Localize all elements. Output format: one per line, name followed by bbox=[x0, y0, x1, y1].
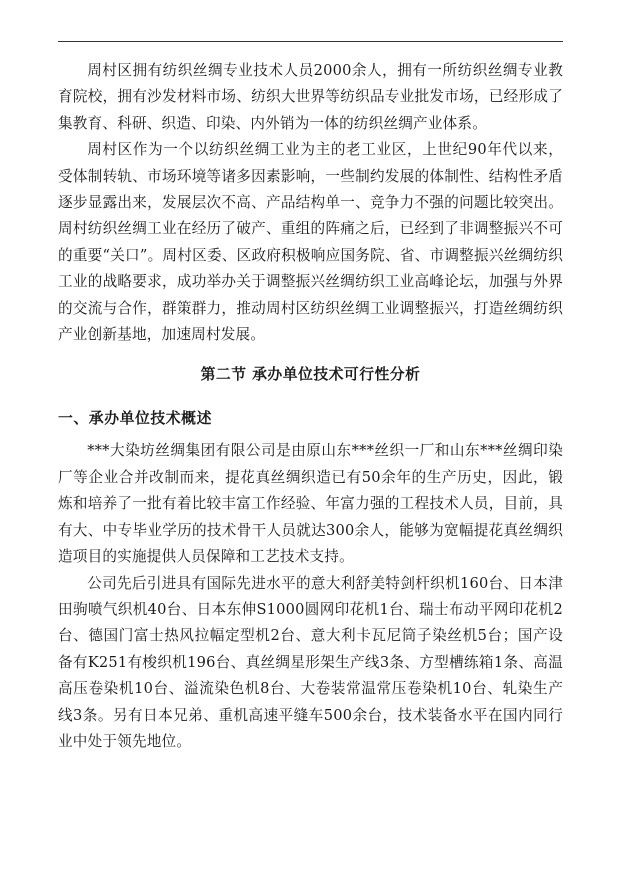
body-paragraph-2: 公司先后引进具有国际先进水平的意大利舒美特剑杆织机160台、日本津田驹喷气织机40台、日本东伸S1000圆网印花机1台、瑞士布动平网印花机2台、德国门富士热风拉幅定型机2台、意大利卡瓦尼筒子染丝机5台；国产设备有K251有梭织机196台、真丝绸星形架生产线3条、方型槽练箱1条、高温高压卷染机10台、溢流染色机8台、大卷装常温常压卷染机10台、轧染生产线3条。另有日本兄弟、重机高速平缝车500余台，技术装备水平在国内同行业中处于领先地位。 bbox=[58, 574, 563, 750]
body-paragraph-1: ***大染坊丝绸集团有限公司是由原山东***丝织一厂和山东***丝绸印染厂等企业合并改制而来，提花真丝绸织造已有50余年的生产历史，因此，锻炼和培养了一批有着比较丰富工作经验、年富力强的工程技术人员，目前，具有大、中专毕业学历的技术骨干人员就达300余人，能够为宽幅提花真丝绸织造项目的实施提供人员保障和工艺技术支持。 bbox=[58, 442, 563, 566]
section-title: 第二节 承办单位技术可行性分析 bbox=[200, 366, 421, 384]
header-rule bbox=[58, 41, 563, 42]
intro-paragraph-2: 周村区作为一个以纺织丝绸工业为主的老工业区，上世纪90年代以来，受体制转轨、市场环境等诸多因素影响，一些制约发展的体制性、结构性矛盾逐步显露出来，发展层次不高、产品结构单一、竞争力不强的问题比较突出。周村纺织丝绸工业在经历了破产、重组的阵痛之后，已经到了非调整振兴不可的重要“关口”。周村区委、区政府积极响应国务院、省、市调整振兴丝绸纺织工业的战略要求，成功举办关于调整振兴丝绸纺织工业高峰论坛，加强与外界的交流与合作，群策群力，推动周村区纺织丝绸工业调整振兴，打造丝绸纺织产业创新基地，加速周村发展。 bbox=[58, 141, 563, 344]
intro-paragraph-1: 周村区拥有纺织丝绸专业技术人员2000余人，拥有一所纺织丝绸专业教育院校，拥有沙发材料市场、纺织大世界等纺织品专业批发市场，已经形成了集教育、科研、织造、印染、内外销为一体的纺织丝绸产业体系。 bbox=[58, 62, 563, 132]
subsection-title: 一、承办单位技术概述 bbox=[58, 410, 212, 428]
document-page bbox=[58, 58, 563, 755]
